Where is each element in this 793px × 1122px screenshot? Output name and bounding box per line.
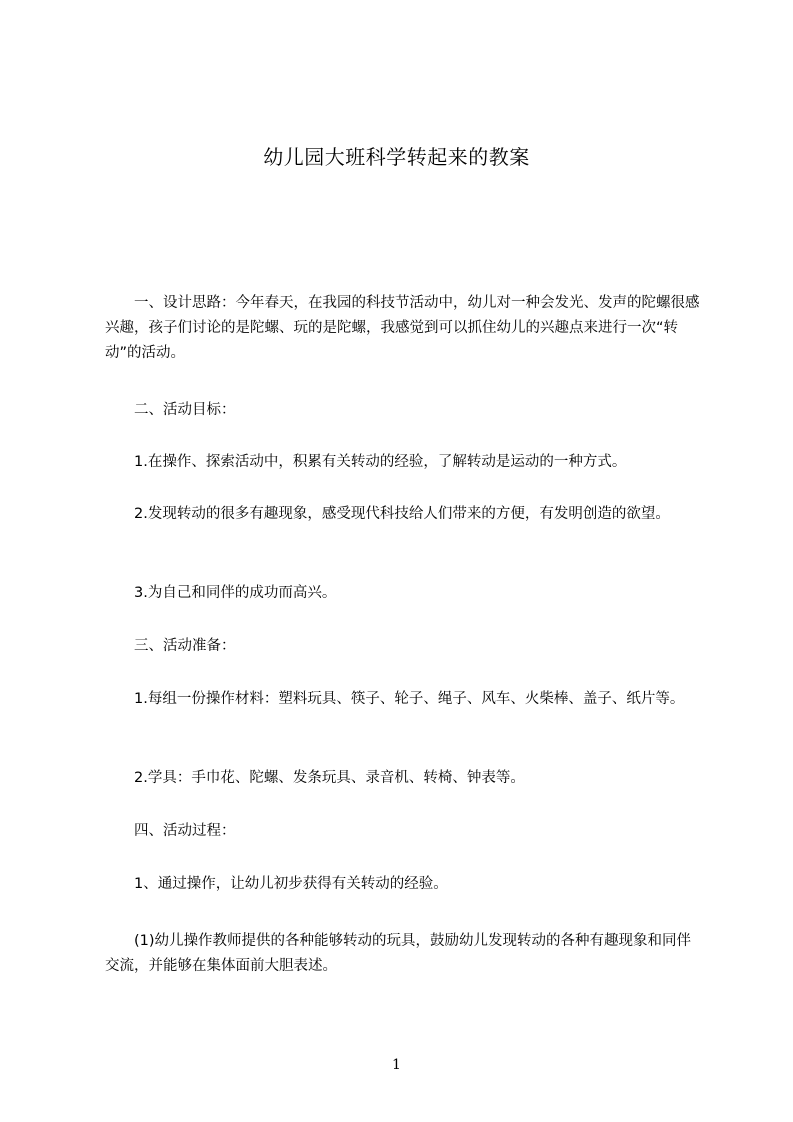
process-step-1: 1、通过操作，让幼儿初步获得有关转动的经验。 bbox=[105, 876, 448, 892]
page-number: 1 bbox=[392, 1057, 401, 1073]
process-substep-1: (1)幼儿操作教师提供的各种能够转动的玩具，鼓励幼儿发现转动的各种有趣现象和同伴交流，并能够在集体面前大胆表述。 bbox=[105, 933, 692, 974]
page-title: 幼儿园大班科学转起来的教案 bbox=[263, 145, 530, 169]
heading-activity-process: 四、活动过程： bbox=[105, 823, 236, 839]
preparation-item-2: 2.学具：手巾花、陀螺、发条玩具、录音机、转椅、钟表等。 bbox=[105, 770, 525, 786]
goal-item-1: 1.在操作、探索活动中，积累有关转动的经验，了解转动是运动的一种方式。 bbox=[105, 454, 627, 470]
goal-item-2: 2.发现转动的很多有趣现象，感受现代科技给人们带来的方便，有发明创造的欲望。 bbox=[105, 506, 670, 522]
goal-item-3: 3.为自己和同伴的成功而高兴。 bbox=[105, 585, 337, 601]
heading-activity-goals: 二、活动目标： bbox=[105, 402, 236, 418]
preparation-item-1: 1.每组一份操作材料：塑料玩具、筷子、轮子、绳子、风车、火柴棒、盖子、纸片等。 bbox=[105, 691, 685, 707]
heading-activity-preparation: 三、活动准备： bbox=[105, 638, 236, 654]
paragraph-design-idea: 一、设计思路：今年春天，在我园的科技节活动中，幼儿对一种会发光、发声的陀螺很感兴趣，孩子们讨论的是陀螺、玩的是陀螺，我感觉到可以抓住幼儿的兴趣点来进行一次“转动”的活动。 bbox=[105, 295, 700, 361]
